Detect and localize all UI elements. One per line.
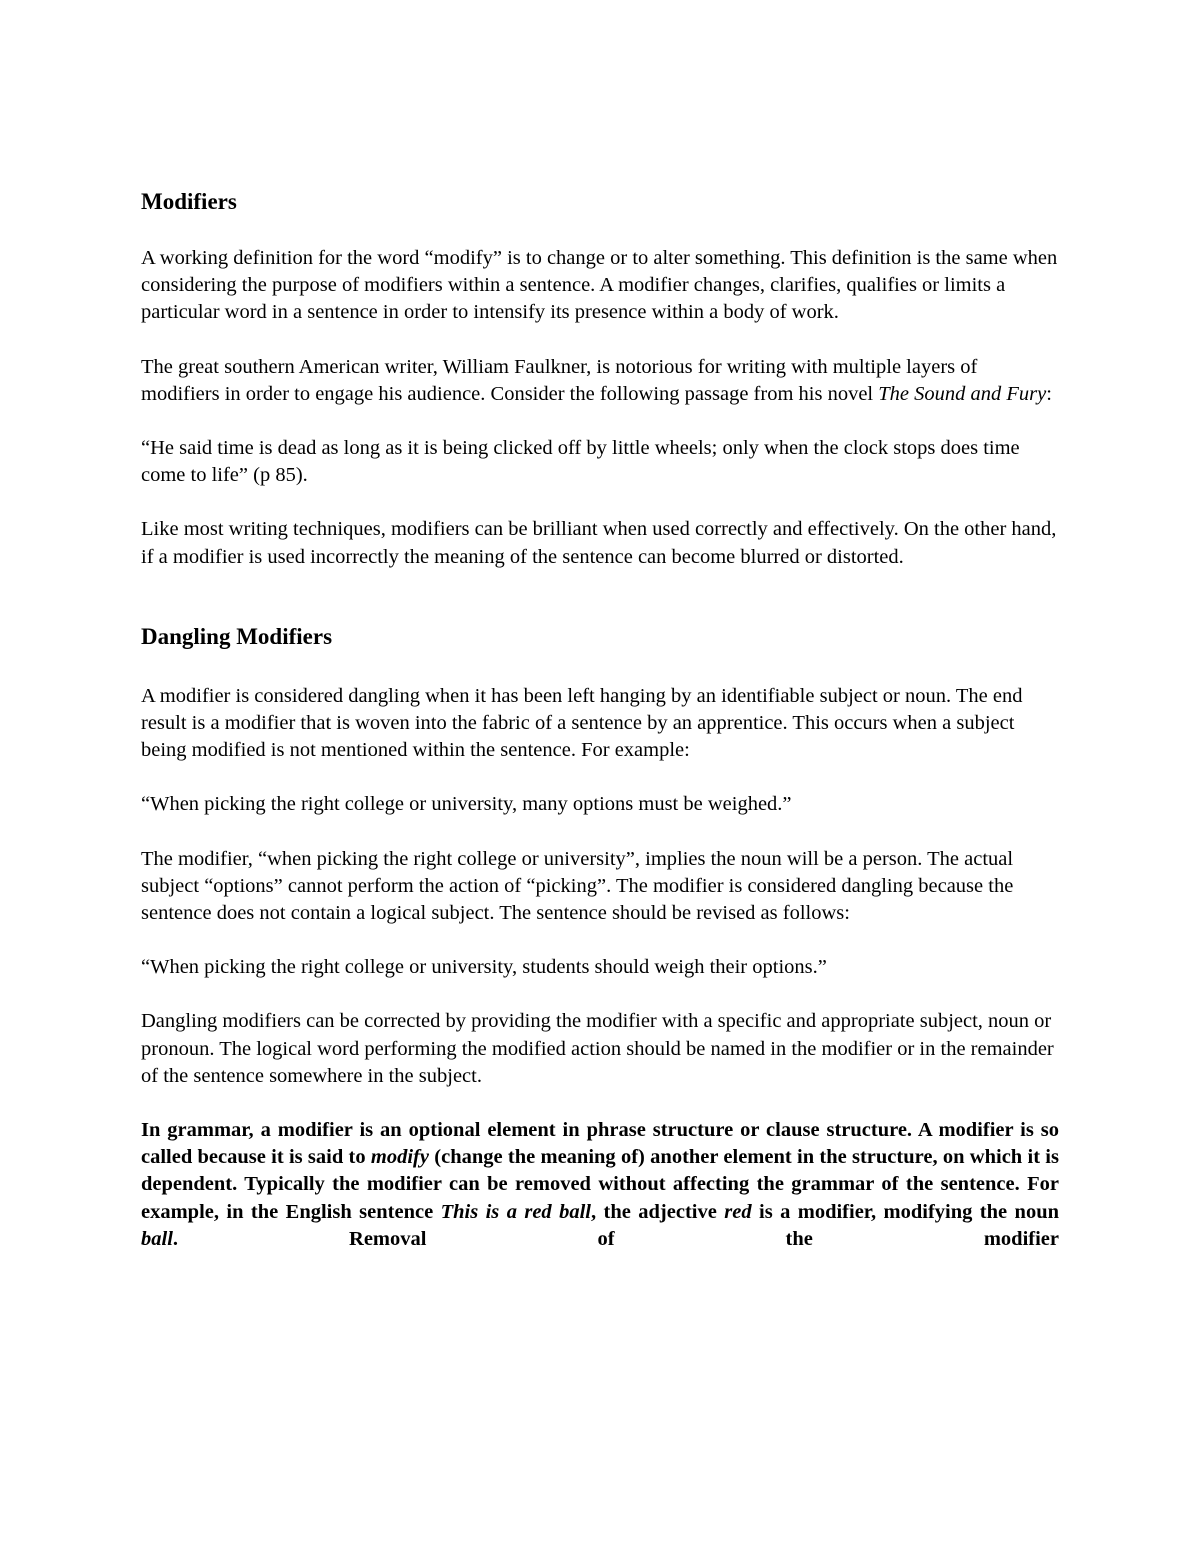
paragraph-modifier-explanation: The modifier, “when picking the right college or university”, implies the noun will be a person. The actual subject “options” cannot perform the action of “picking”. The modifier is considered dangling because the sentence does not contain a logical subject. The sentence should be revised as follows: (141, 847, 1014, 925)
example-sentence-revised: “When picking the right college or university, students should weigh their options.” (141, 956, 827, 979)
heading-dangling-modifiers: Dangling Modifiers (141, 623, 333, 649)
example-sentence-incorrect: “When picking the right college or university, many options must be weighed.” (141, 793, 792, 816)
document-body (141, 188, 1059, 1253)
grammar-text-4: is a modifier, modifying the noun (751, 1200, 1059, 1223)
term-red: red (724, 1200, 752, 1223)
paragraph-faulkner (141, 354, 1059, 408)
faulkner-quote: “He said time is dead as long as it is being clicked off by little wheels; only when the clock stops does time come to life” (p 85). (141, 437, 1020, 487)
heading-modifiers: Modifiers (141, 189, 237, 214)
novel-title: The Sound and Fury (878, 382, 1047, 405)
paragraph-definition: A working definition for the word “modify” is to change or to alter something. This definition is the same when considering the purpose of modifiers within a sentence. A modifier changes, clarifies, qualifies or limits a particular word in a sentence in order to intensify its presence within a body of work. (141, 247, 1058, 324)
paragraph-correction: Dangling modifiers can be corrected by providing the modifier with a specific and appropriate subject, noun or pronoun. The logical word performing the modified action should be named in the modifier or in the remainder of the sentence somewhere in the subject. (141, 1010, 1054, 1087)
paragraph-techniques: Like most writing techniques, modifiers can be brilliant when used correctly and effectively. On the other hand, if a modifier is used incorrectly the meaning of the sentence can become blurred or distorted. (141, 518, 1057, 568)
example-red-ball: This is a red ball (440, 1200, 591, 1223)
paragraph-faulkner-end: : (1046, 382, 1052, 405)
grammar-text-1: In grammar, a modifier is an optional element in phrase structure or clause structure. A modifier is so called because it is said to (141, 1119, 1059, 1169)
paragraph-faulkner-text: The great southern American writer, William Faulkner, is notorious for writing with multiple layers of modifiers in order to engage his audience. Consider the following passage from his novel (141, 355, 978, 405)
grammar-text-3: , the adjective (591, 1200, 725, 1223)
paragraph-grammar-definition (141, 1117, 1059, 1253)
grammar-text-2: (change the meaning of) another element in the structure, on which it is dependent. Typically the modifier can be removed without affecting the grammar of the sentence. For example, in the English sentence (141, 1146, 1059, 1223)
term-modify: modify (370, 1146, 429, 1169)
term-ball: ball (141, 1227, 173, 1250)
grammar-text-5: . Removal of the modifier (172, 1227, 1059, 1250)
paragraph-dangling-definition: A modifier is considered dangling when it has been left hanging by an identifiable subject or noun. The end result is a modifier that is woven into the fabric of a sentence by an apprentice. This occurs when a subject being modified is not mentioned within the sentence. For example: (141, 684, 1023, 762)
